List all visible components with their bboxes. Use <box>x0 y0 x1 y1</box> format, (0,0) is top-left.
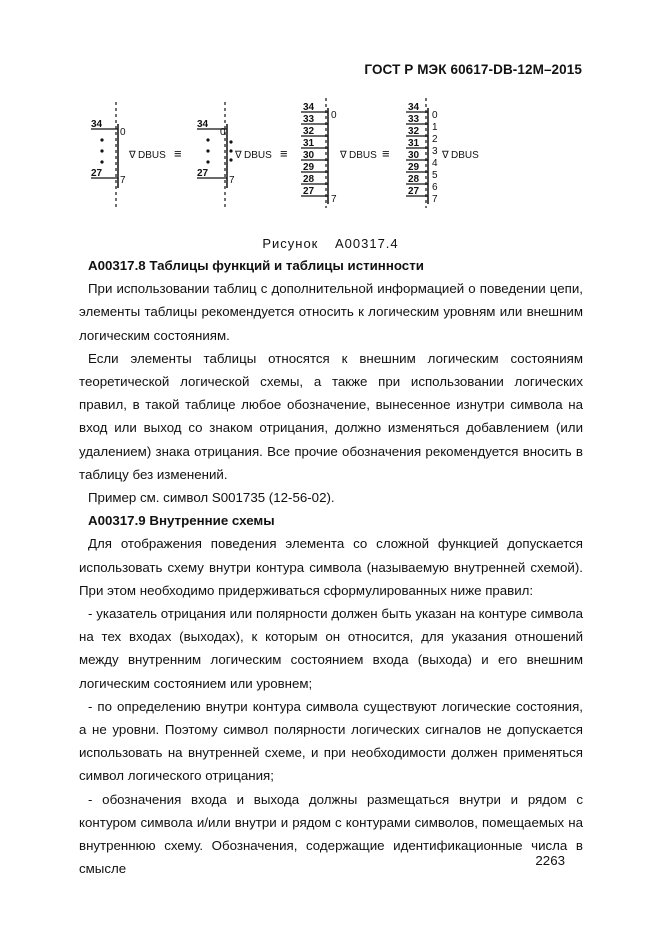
paragraph-example-ref: Пример см. символ S001735 (12-56-02). <box>88 490 335 506</box>
sym1-label-0: 0 <box>120 127 126 138</box>
sym3-input-6: 28 <box>303 174 315 185</box>
dbus-symbol-diagram <box>80 96 590 216</box>
sym4-output-4: 4 <box>432 158 438 169</box>
sym3-negation-icon: ∇ <box>340 150 347 161</box>
paragraph-tables-negation: Если элементы таблицы относятся к внешним логическим состояниям теоретической логической схемы, а также при использовании логических правил, в такой таблице любое обозначение, вынесенное изнутри символа на вход или выход со знаком отрицания, должно изменяться добавлением (или удалением) знака отрицания. Все прочие обозначения рекомендуется вносить в таблицу без изменений. <box>79 350 583 482</box>
sym4-input-4: 30 <box>408 150 420 161</box>
sym3-label-7: 7 <box>331 194 337 205</box>
sym3-input-5: 29 <box>303 162 315 173</box>
document-header: ГОСТ Р МЭК 60617-DB-12M–2015 <box>364 62 582 77</box>
caption-label: Рисунок <box>262 236 319 251</box>
sym2-input-bottom: 27 <box>197 168 209 179</box>
sym4-output-0: 0 <box>432 110 438 121</box>
sym3-input-0: 34 <box>303 102 315 113</box>
sym3-input-7: 27 <box>303 186 315 197</box>
sym4-input-3: 31 <box>408 138 420 149</box>
sym4-input-7: 27 <box>408 186 420 197</box>
sym3-label-0: 0 <box>331 110 337 121</box>
equiv-3: ≡ <box>382 146 390 161</box>
sym1-input-bottom: 27 <box>91 168 103 179</box>
sym3-input-1: 33 <box>303 114 315 125</box>
body-text <box>79 254 583 880</box>
equiv-1: ≡ <box>174 146 182 161</box>
sym2-label-0: 0 <box>220 127 226 138</box>
sym4-input-0: 34 <box>408 102 420 113</box>
section-heading-a00317-9: А00317.9 Внутренние схемы <box>88 513 275 529</box>
sym4-input-5: 29 <box>408 162 420 173</box>
paragraph-tables-intro: При использовании таблиц с дополнительной информацией о поведении цепи, элементы таблицы рекомендуется относить к логическим уровням или внешним логическим состояниям. <box>79 281 583 343</box>
sym4-negation-icon: ∇ <box>442 150 449 161</box>
figure-caption <box>0 236 661 251</box>
paragraph-rule-designations: - обозначения входа и выхода должны размещаться внутри и рядом с контуром символа и/или внутри и рядом с контурами символов, помещаемых на внутреннюю схему. Обозначения, содержащие идентификационные числа в смысле <box>79 791 583 877</box>
caption-id: А00317.4 <box>334 236 399 251</box>
sym3-input-3: 31 <box>303 138 315 149</box>
sym4-input-2: 32 <box>408 126 420 137</box>
page-number: 2263 <box>535 853 565 868</box>
sym2-label-7: 7 <box>229 175 235 186</box>
sym4-output-7: 7 <box>432 194 438 205</box>
sym2-input-top: 34 <box>197 119 209 130</box>
equiv-2: ≡ <box>280 146 288 161</box>
sym3-input-4: 30 <box>303 150 315 161</box>
sym1-negation-icon: ∇ <box>129 150 136 161</box>
sym4-output-3: 3 <box>432 146 438 157</box>
paragraph-rule-states: - по определению внутри контура символа существуют логические состояния, а не уровни. Поэтому символ полярности логических сигналов не допускается использовать на внутренней схеме, и при необходимости должен применяться символ логического отрицания; <box>79 698 583 784</box>
sym2-signal: DBUS <box>244 150 272 161</box>
section-heading-a00317-8: А00317.8 Таблицы функций и таблицы истинности <box>88 258 424 273</box>
sym3-signal: DBUS <box>349 150 377 161</box>
sym4-output-6: 6 <box>432 182 438 193</box>
sym1-label-7: 7 <box>120 175 126 186</box>
sym4-input-6: 28 <box>408 174 420 185</box>
sym1-input-top: 34 <box>91 119 103 130</box>
sym3-input-2: 32 <box>303 126 315 137</box>
sym4-output-2: 2 <box>432 134 438 145</box>
sym4-output-5: 5 <box>432 170 438 181</box>
sym4-output-1: 1 <box>432 122 438 133</box>
sym4-input-1: 33 <box>408 114 420 125</box>
sym4-signal: DBUS <box>451 150 479 161</box>
sym1-signal: DBUS <box>138 150 166 161</box>
paragraph-internal-schemes: Для отображения поведения элемента со сложной функцией допускается использовать схему внутри контура символа (называемую внутренней схемой). При этом необходимо придерживаться сформулированных ниже правил: <box>79 536 583 598</box>
figure-a00317-4 <box>80 96 590 216</box>
paragraph-rule-negation: - указатель отрицания или полярности должен быть указан на контуре символа на тех входах (выходах), к которым он относится, для указания отношений между внутренним логическим состоянием входа (выхода) и его внешним логическим состоянием или уровнем; <box>79 606 583 691</box>
sym2-negation-icon: ∇ <box>235 150 242 161</box>
